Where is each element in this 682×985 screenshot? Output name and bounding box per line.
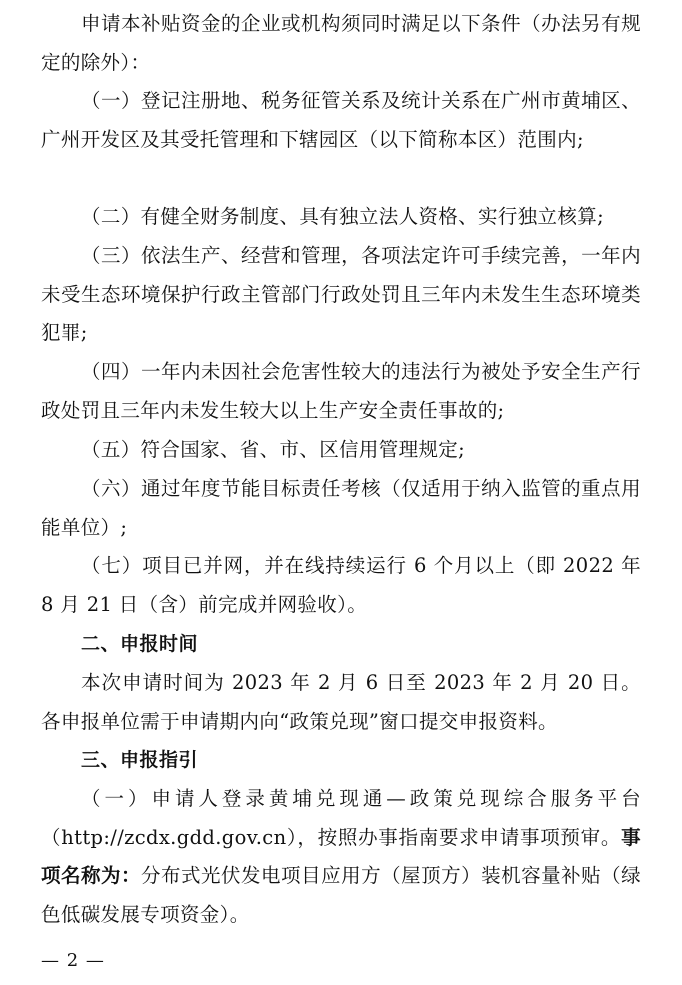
guide-1-text: （一）申请人登录黄埔兑现通—政策兑现综合服务平台（http://zcdx.gdd.gov.cn），按照办事指南要求申请事项预审。 <box>41 787 641 849</box>
condition-4-paragraph: （四）一年内未因社会危害性较大的违法行为被处予安全生产行政处罚且三年内未发生较大以上生产安全责任事故的; <box>41 360 641 422</box>
condition-2-paragraph: （二）有健全财务制度、具有独立法人资格、实行独立核算; <box>81 205 605 228</box>
guide-1-item-name: 分布式光伏发电项目应用方（屋顶方）装机容量补贴（绿色低碳发展专项资金）。 <box>41 864 641 927</box>
guide-1-item-name-label: 事项名称为： <box>41 825 641 888</box>
intro-paragraph: 申请本补贴资金的企业或机构须同时满足以下条件（办法另有规定的除外）： <box>41 12 641 74</box>
application-time-paragraph: 本次申请时间为 2023 年 2 月 6 日至 2023 年 2 月 20 日。各申报单位需于申请期内向“政策兑现”窗口提交申报资料。 <box>41 671 641 733</box>
condition-3-paragraph: （三）依法生产、经营和管理，各项法定许可手续完善，一年内未受生态环境保护行政主管部门行政处罚且三年内未发生生态环境类犯罪; <box>41 244 641 345</box>
section-heading-application-time: 二、申报时间 <box>81 633 199 655</box>
guide-1-paragraph <box>41 780 641 935</box>
condition-6-paragraph: （六）通过年度节能目标责任考核（仅适用于纳入监管的重点用能单位）; <box>41 477 641 539</box>
condition-5-paragraph: （五）符合国家、省、市、区信用管理规定; <box>81 438 466 461</box>
condition-7-paragraph: （七）项目已并网，并在线持续运行 6 个月以上（即 2022 年 8 月 21 日（含）前完成并网验收）。 <box>41 554 641 616</box>
condition-1-paragraph: （一）登记注册地、税务征管关系及统计关系在广州市黄埔区、广州开发区及其受托管理和下辖园区（以下简称本区）范围内; <box>41 89 641 151</box>
page-number: — 2 — <box>41 950 105 971</box>
section-heading-application-guide: 三、申报指引 <box>81 749 199 771</box>
